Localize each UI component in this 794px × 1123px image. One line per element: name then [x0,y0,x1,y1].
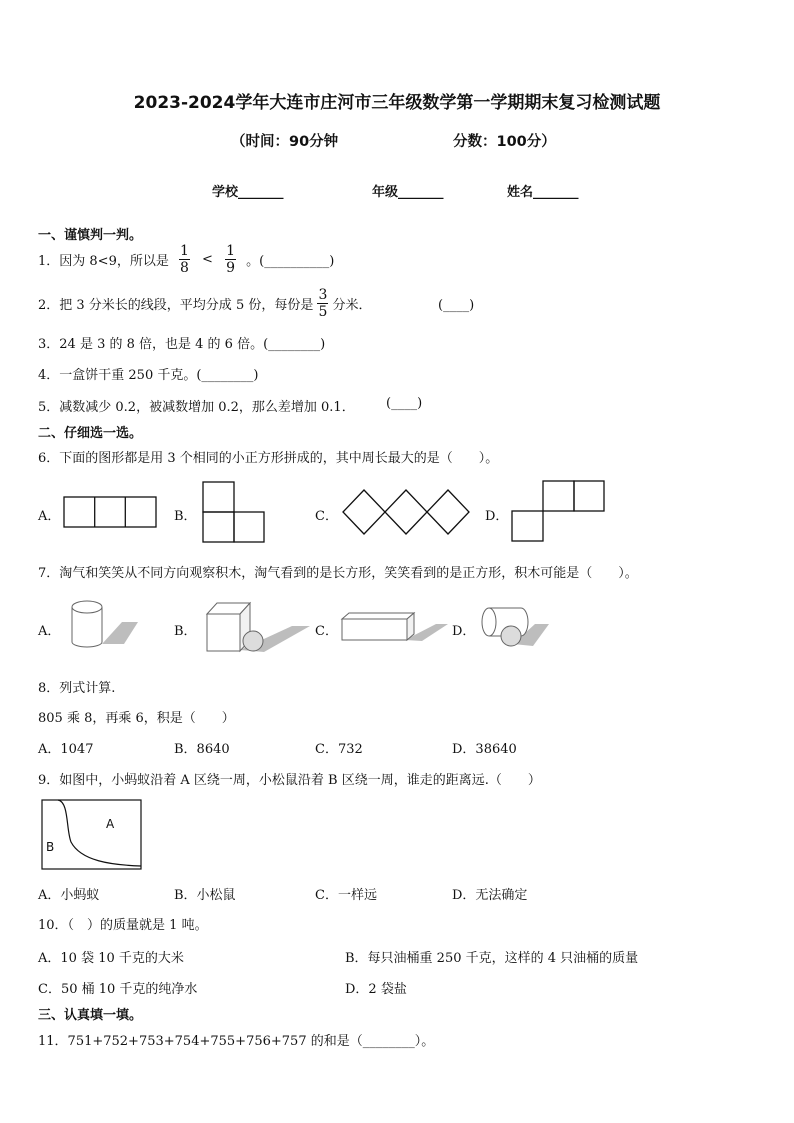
question-4: 4．一盒饼干重 250 千克。(________) [38,368,259,383]
question-3: 3．24 是 3 的 8 倍，也是 4 的 6 倍。(________) [38,337,326,352]
question-7: 7．淘气和笑笑从不同方向观察积木，淘气看到的是长方形，笑笑看到的是正方形，积木可能是（ ）。 [38,566,638,581]
q6-figure-b [202,481,266,544]
q6-figure-a [63,496,158,528]
section-heading-1: 一、谨慎判一判。 [38,228,143,243]
q9-region-diagram [41,799,143,871]
q6-figure-d [511,480,606,543]
q2-prefix: 2．把 3 分米长的线段，平均分成 5 份，每份是 [38,298,314,313]
q2-answer-blank[interactable]: (____) [438,298,475,313]
q10-option-b[interactable]: B．每只油桶重 250 千克，这样的 4 只油桶的质量 [345,951,639,966]
q1-fraction-1: $\frac{1}{8}$ [179,243,189,276]
q6-figure-c [342,488,476,536]
q8-option-d[interactable]: D．38640 [452,742,517,757]
question-1 [38,243,334,276]
q2-suffix: 分米． [332,298,372,313]
q7-figure-a-cylinder [66,597,138,652]
q8-option-b[interactable]: B．8640 [174,742,230,757]
q8-subquestion: 805 乘 8，再乘 6，积是（ ） [38,711,235,726]
score-label: 分数：100分） [453,134,556,150]
q7-figure-c-cuboid [340,610,448,646]
question-10: 10．（ ）的质量就是 1 吨。 [38,918,208,933]
question-8: 8．列式计算. [38,681,116,696]
q6-option-a-label[interactable]: A． [38,509,61,524]
q8-option-a[interactable]: A．1047 [38,742,94,757]
q9-option-d[interactable]: D．无法确定 [452,888,528,903]
section-heading-2: 二、仔细选一选。 [38,426,143,441]
q9-label-b: B [46,840,55,854]
q7-figure-b-cube-ball [204,600,310,655]
q1-prefix: 1．因为 8<9，所以是 [38,254,169,269]
section-heading-3: 三、认真填一填。 [38,1008,143,1023]
q5-answer-blank[interactable]: (____) [386,396,423,411]
q7-option-b-label[interactable]: B． [174,624,197,639]
q2-fraction: $\frac{3}{5}$ [318,287,328,320]
q10-option-d[interactable]: D．2 袋盐 [345,982,407,997]
q1-suffix: 。(__________) [246,254,335,269]
q9-option-b[interactable]: B．小松鼠 [174,888,236,903]
q9-option-c[interactable]: C．一样远 [315,888,377,903]
school-field[interactable]: 学校_______ [212,185,284,200]
question-5: 5．减数减少 0.2，被减数增加 0.2，那么差增加 0.1． [38,400,355,415]
q7-option-c-label[interactable]: C． [315,624,338,639]
grade-field[interactable]: 年级_______ [372,185,444,200]
q10-option-c[interactable]: C．50 桶 10 千克的纯净水 [38,982,198,997]
q10-option-a[interactable]: A．10 袋 10 千克的大米 [38,951,184,966]
q7-option-a-label[interactable]: A． [38,624,61,639]
time-label: （时间：90分钟 [231,134,339,150]
q6-option-d-label[interactable]: D． [485,509,509,524]
q9-option-a[interactable]: A．小蚂蚁 [38,888,100,903]
q6-option-c-label[interactable]: C． [315,509,338,524]
page-title: 2023-2024学年大连市庄河市三年级数学第一学期期末复习检测试题 [133,93,661,113]
question-9: 9．如图中，小蚂蚁沿着 A 区绕一周，小松鼠沿着 B 区绕一周，谁走的距离远.（ ） [38,773,541,788]
q1-fraction-2: $\frac{1}{9}$ [226,243,236,276]
question-6: 6．下面的图形都是用 3 个相同的小正方形拼成的，其中周长最大的是（ ）。 [38,451,499,466]
question-11: 11．751+752+753+754+755+756+757 的和是（________）。 [38,1034,435,1049]
name-field[interactable]: 姓名_______ [507,185,579,200]
q8-option-c[interactable]: C．732 [315,742,363,757]
q6-option-b-label[interactable]: B． [174,509,197,524]
question-2 [38,287,372,320]
q9-label-a: A [106,817,115,831]
q1-less-than: < [202,252,213,267]
q7-option-d-label[interactable]: D． [452,624,476,639]
q7-figure-d-lying-cylinder [477,604,549,650]
